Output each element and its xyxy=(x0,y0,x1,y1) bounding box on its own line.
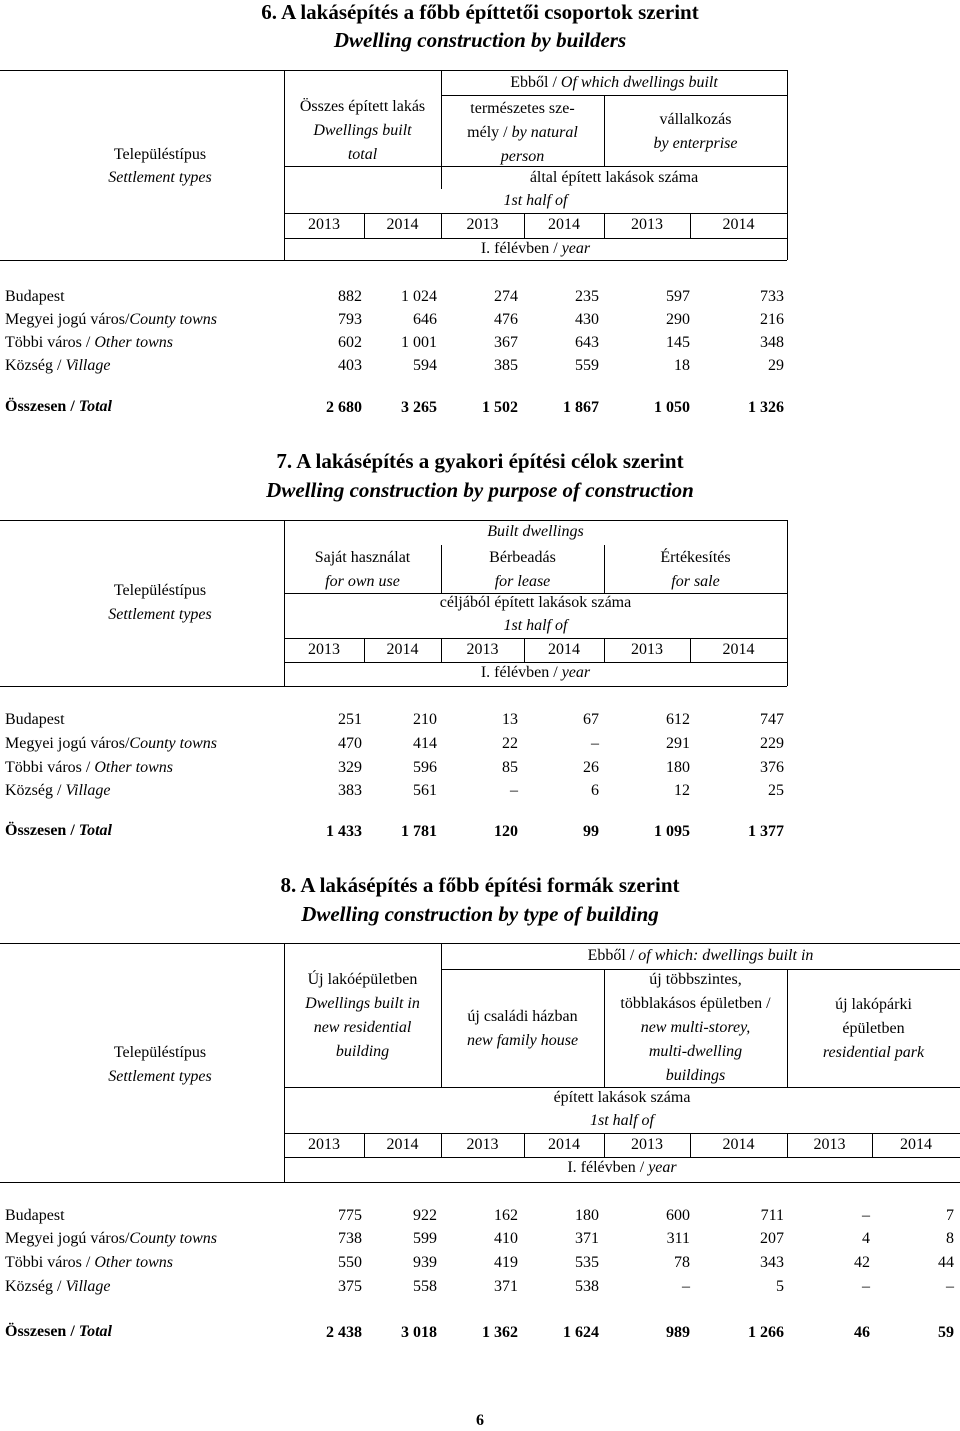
table8-cell: – xyxy=(862,1278,870,1295)
table6-year: 2014 xyxy=(722,216,755,233)
table7-cell: 376 xyxy=(760,759,784,776)
page-number: 6 xyxy=(476,1412,484,1429)
table7-top-rule xyxy=(0,520,787,521)
table6-enterprise-header: vállalkozás by enterprise xyxy=(653,111,738,152)
table7-total-label: Összesen / Total xyxy=(5,822,112,839)
table6-cell: 367 xyxy=(494,334,518,351)
table6-settlement-header: Településtípus Settlement types xyxy=(108,146,212,186)
table7-sale-header: Értékesítés for sale xyxy=(660,549,731,590)
table8-cell: 78 xyxy=(674,1254,690,1271)
table6-total-cell: 1 867 xyxy=(563,399,599,416)
table6-cell: 403 xyxy=(338,357,362,374)
table8-park-header: új lakópárki épületben residential park xyxy=(822,996,925,1061)
table8-cell: 550 xyxy=(338,1254,362,1271)
table7-cell: 561 xyxy=(413,782,437,799)
table7-half: 1st half of xyxy=(503,617,568,634)
table7-total-cell: 1 433 xyxy=(326,823,362,840)
table8-multi-header: új többszintes, többlakásos épületben / new multi-storey, multi-dwelling buildings xyxy=(620,971,771,1084)
table7-cell: 13 xyxy=(502,711,518,728)
table7-cell: 26 xyxy=(583,759,599,776)
table8-built: épített lakások száma xyxy=(553,1089,691,1106)
table8-cell: 922 xyxy=(413,1207,437,1224)
table6-row-label: Budapest xyxy=(5,288,65,305)
table8-cell: 311 xyxy=(666,1230,690,1247)
table6-right-divider xyxy=(787,70,788,260)
table6-cell: 643 xyxy=(575,334,599,351)
table6-total-cell: 3 265 xyxy=(401,399,437,416)
table8-half: 1st half of xyxy=(589,1112,654,1129)
table8-cell: 371 xyxy=(575,1230,599,1247)
table6-cell: 274 xyxy=(494,288,518,305)
table6-period: I. félévben / year xyxy=(480,240,591,257)
table8-cell: 558 xyxy=(413,1278,437,1295)
table7-rule xyxy=(284,662,787,663)
table8-cell: 4 xyxy=(862,1230,870,1247)
table8-year: 2014 xyxy=(548,1136,580,1153)
table8-settlement-header: Településtípus Settlement types xyxy=(108,1044,212,1085)
table7-cell: 383 xyxy=(338,782,362,799)
table8-total-label: Összesen / Total xyxy=(5,1323,112,1340)
table6-year: 2013 xyxy=(631,216,663,233)
table6-cell: 430 xyxy=(575,311,599,328)
table7-cell: 25 xyxy=(768,782,784,799)
table6-cell: 235 xyxy=(575,288,599,305)
table6-total-header: Összes épített lakás Dwellings built total xyxy=(299,98,426,163)
table8-cell: – xyxy=(946,1278,954,1295)
table7-year: 2014 xyxy=(548,641,580,658)
table8-total-cell: 59 xyxy=(938,1324,954,1341)
table6-cell: 385 xyxy=(494,357,518,374)
table8-cell: 410 xyxy=(494,1230,518,1247)
table8-cell: 162 xyxy=(494,1207,518,1224)
table6-total-cell: 1 326 xyxy=(748,399,784,416)
table8-total-cell: 3 018 xyxy=(401,1324,437,1341)
table7-built-dwellings: Built dwellings xyxy=(487,523,584,540)
table8-cell: 180 xyxy=(575,1207,599,1224)
table6-cell: 559 xyxy=(575,357,599,374)
table8-rule xyxy=(284,1133,960,1134)
table8-subtitle: Dwelling construction by type of building xyxy=(301,902,659,926)
table8-cell: 371 xyxy=(494,1278,518,1295)
table6-rule xyxy=(284,213,787,214)
table7-right-divider xyxy=(787,520,788,686)
table7-settlement-header: Településtípus Settlement types xyxy=(108,582,212,623)
table7-row-label: Község / Village xyxy=(5,782,111,799)
table7-cell: 229 xyxy=(760,735,784,752)
table8-cell: 419 xyxy=(494,1254,518,1271)
table6-cell: 594 xyxy=(413,357,437,374)
table6-rule xyxy=(284,238,787,239)
table7-period: I. félévben / year xyxy=(480,664,591,681)
table7-cell: 22 xyxy=(502,735,518,752)
table6-cell: 597 xyxy=(666,288,690,305)
table7-cell: 180 xyxy=(666,759,690,776)
table7-total-cell: 1 377 xyxy=(748,823,784,840)
table8-top-rule xyxy=(0,943,960,944)
table7-cell: 747 xyxy=(760,711,784,728)
table7-rule xyxy=(284,638,787,639)
table6-year: 2014 xyxy=(386,216,419,233)
table7-cell: 329 xyxy=(338,759,362,776)
table6-total-label: Összesen / Total xyxy=(5,398,112,415)
table8-cell: 8 xyxy=(946,1230,954,1247)
table7-own-header: Saját használat for own use xyxy=(314,549,411,590)
table6-of-which-header: Ebből / Of which dwellings built xyxy=(510,74,718,91)
table8-cell: 600 xyxy=(666,1207,690,1224)
table6-total-cell: 1 502 xyxy=(482,399,518,416)
table7-total-cell: 1 781 xyxy=(401,823,437,840)
table8-cell: 939 xyxy=(413,1254,437,1271)
table7-total-cell: 1 095 xyxy=(654,823,690,840)
table7-cell: 470 xyxy=(338,735,362,752)
table7-year: 2014 xyxy=(386,641,419,658)
table6-built-by: által épített lakások száma xyxy=(529,169,699,186)
table7-bottom-rule xyxy=(0,686,787,687)
table7-cell: 291 xyxy=(666,735,690,752)
table6-natural-header: természetes sze- mély / by natural person xyxy=(467,100,578,165)
table6-year: 2013 xyxy=(466,216,499,233)
table6-row-label: Község / Village xyxy=(5,357,111,374)
table7-year: 2013 xyxy=(631,641,663,658)
table6-year: 2013 xyxy=(308,216,340,233)
table7-cell: 67 xyxy=(583,711,599,728)
table7-cell: 596 xyxy=(413,759,437,776)
table7-total-cell: 99 xyxy=(583,823,599,840)
table8-period: I. félévben / year xyxy=(567,1159,677,1176)
table7-row-label: Megyei jogú város/County towns xyxy=(5,735,217,752)
table6-cell: 1 001 xyxy=(401,334,437,351)
table6-rule xyxy=(441,95,787,96)
table6-cell: 18 xyxy=(674,357,690,374)
table8-title: 8. A lakásépítés a főbb építési formák szerint xyxy=(280,873,680,897)
table7-cell: 414 xyxy=(413,735,437,752)
table7-row-label: Budapest xyxy=(5,711,65,728)
table6-row-label: Többi város / Other towns xyxy=(5,334,173,351)
table6-title: 6. A lakásépítés a főbb építtetői csoportok szerint xyxy=(261,0,699,24)
table7-purpose: céljából épített lakások száma xyxy=(439,594,632,611)
table7-cell: 6 xyxy=(591,782,599,799)
table6-total-cell: 2 680 xyxy=(326,399,362,416)
table6-cell: 602 xyxy=(338,334,362,351)
table8-rule xyxy=(284,1157,960,1158)
table7-title: 7. A lakásépítés a gyakori építési célok szerint xyxy=(276,449,684,473)
table7-year: 2013 xyxy=(466,641,499,658)
table8-cell: 599 xyxy=(413,1230,437,1247)
table8-cell: 775 xyxy=(338,1207,362,1224)
table7-cell: 251 xyxy=(338,711,362,728)
table8-cell: 44 xyxy=(938,1254,954,1271)
table8-total-cell: 1 624 xyxy=(563,1324,599,1341)
table8-cell: 343 xyxy=(760,1254,784,1271)
table6-cell: 476 xyxy=(494,311,518,328)
table7-cell: – xyxy=(510,782,518,799)
table8-of-which-header: Ebből / of which: dwellings built in xyxy=(587,947,814,964)
table8-cell: 535 xyxy=(575,1254,599,1271)
table8-total-cell: 2 438 xyxy=(326,1324,362,1341)
table6-cell: 145 xyxy=(666,334,690,351)
table7-cell: 85 xyxy=(502,759,518,776)
table6-cell: 793 xyxy=(338,311,362,328)
table8-year: 2014 xyxy=(386,1136,419,1153)
table6-cell: 733 xyxy=(760,288,784,305)
table6-cell: 290 xyxy=(666,311,690,328)
table7-cell: 12 xyxy=(674,782,690,799)
table7-row-label: Többi város / Other towns xyxy=(5,759,173,776)
table6-cell: 1 024 xyxy=(401,288,437,305)
table8-total-cell: 989 xyxy=(666,1324,690,1341)
table8-cell: – xyxy=(682,1278,690,1295)
table8-year: 2013 xyxy=(308,1136,340,1153)
table6-year: 2014 xyxy=(548,216,580,233)
table6-subtitle: Dwelling construction by builders xyxy=(333,28,627,52)
table8-cell: 538 xyxy=(575,1278,599,1295)
table8-row-label: Megyei jogú város/County towns xyxy=(5,1230,217,1247)
table6-total-cell: 1 050 xyxy=(654,399,690,416)
table7-subtitle: Dwelling construction by purpose of construction xyxy=(266,478,694,502)
table6-cell: 216 xyxy=(760,311,784,328)
table8-year: 2013 xyxy=(631,1136,663,1153)
table7-cell: 210 xyxy=(413,711,437,728)
table7-cell: 612 xyxy=(666,711,690,728)
table8-cell: 7 xyxy=(946,1207,954,1224)
table7-year: 2013 xyxy=(308,641,340,658)
table8-cell: 738 xyxy=(338,1230,362,1247)
table8-cell: 42 xyxy=(854,1254,870,1271)
table8-cell: 711 xyxy=(760,1207,784,1224)
table8-new-residential-header: Új lakóépületben Dwellings built in new residential building xyxy=(305,971,420,1060)
table8-cell: 207 xyxy=(760,1230,784,1247)
table8-total-cell: 1 362 xyxy=(482,1324,518,1341)
table8-bottom-rule xyxy=(0,1182,960,1183)
table7-total-cell: 120 xyxy=(494,823,518,840)
table8-cell: 5 xyxy=(776,1278,784,1295)
table8-total-cell: 46 xyxy=(854,1324,870,1341)
table6-row-label: Megyei jogú város/County towns xyxy=(5,311,217,328)
table7-lease-header: Bérbeadás for lease xyxy=(489,549,556,590)
table8-total-cell: 1 266 xyxy=(748,1324,784,1341)
table6-bottom-rule xyxy=(0,260,787,261)
table8-row-label: Többi város / Other towns xyxy=(5,1254,173,1271)
table6-cell: 882 xyxy=(338,288,362,305)
table8-row-label: Budapest xyxy=(5,1207,65,1224)
table8-year: 2014 xyxy=(722,1136,755,1153)
table6-cell: 29 xyxy=(768,357,784,374)
table6-cell: 348 xyxy=(760,334,784,351)
table7-year: 2014 xyxy=(722,641,755,658)
table6-cell: 646 xyxy=(413,311,437,328)
table8-row-label: Község / Village xyxy=(5,1278,111,1295)
table8-cell: 375 xyxy=(338,1278,362,1295)
table7-cell: – xyxy=(591,735,599,752)
table8-cell: – xyxy=(862,1207,870,1224)
table8-family-header: új családi házban new family house xyxy=(466,1008,579,1049)
table8-year: 2013 xyxy=(813,1136,846,1153)
table8-year: 2013 xyxy=(466,1136,499,1153)
table6-half: 1st half of xyxy=(503,192,568,209)
table6-top-rule xyxy=(0,70,787,71)
table8-year: 2014 xyxy=(900,1136,932,1153)
